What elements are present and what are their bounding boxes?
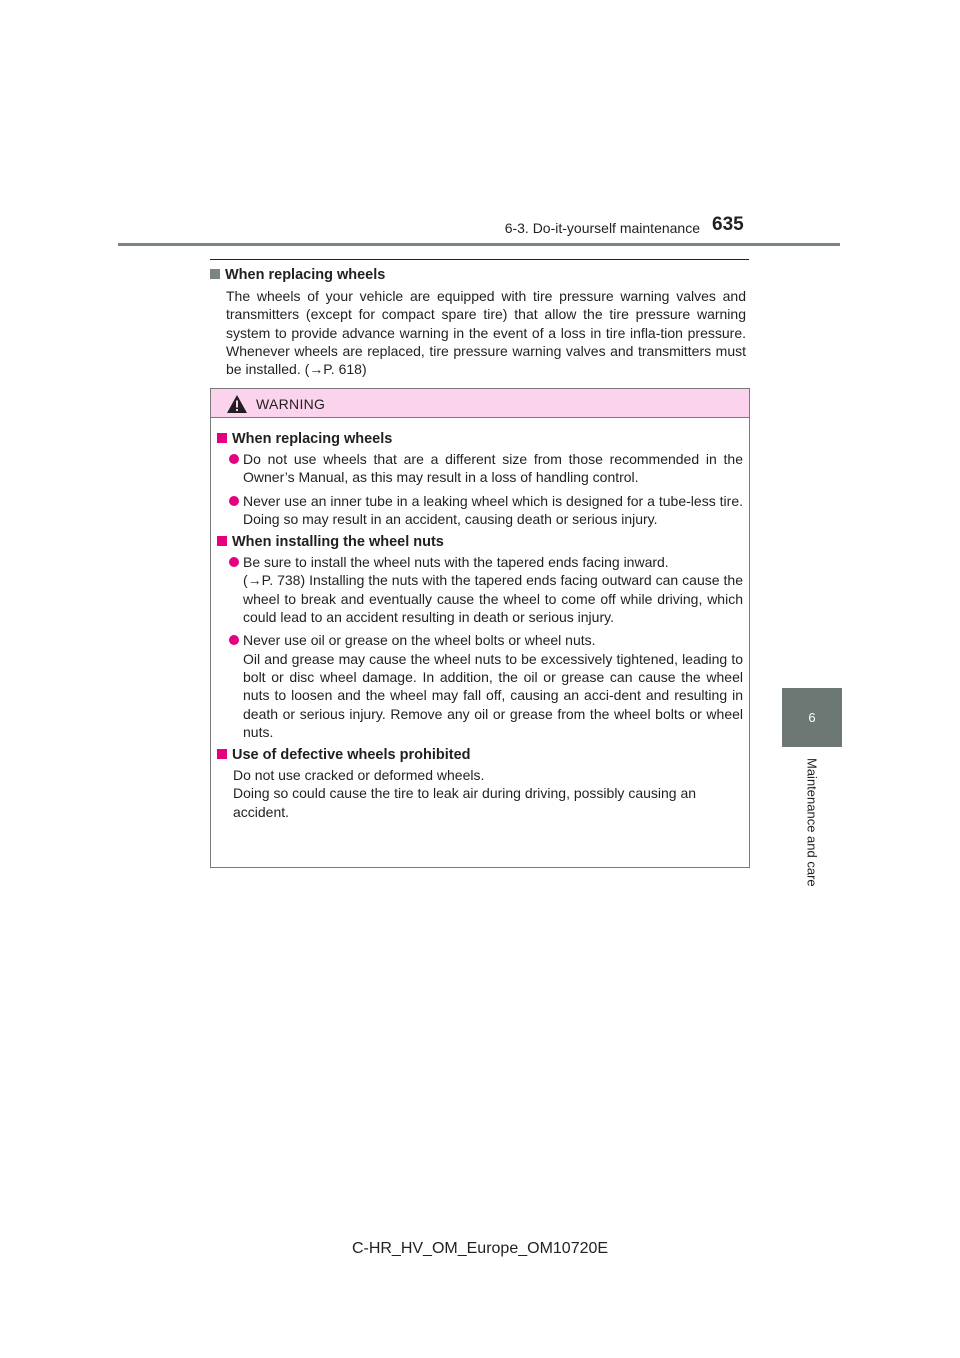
round-bullet-icon <box>229 635 239 645</box>
warning-subheading: When installing the wheel nuts <box>217 533 743 551</box>
chapter-title: Maintenance and care <box>804 758 820 887</box>
warning-header <box>211 389 749 418</box>
warning-paragraph: Do not use cracked or deformed wheels. Doing so could cause the tire to leak air during driving, possibly causing an accident. <box>233 767 697 820</box>
round-bullet-icon <box>229 454 239 464</box>
content-top-rule <box>210 259 749 260</box>
warning-list-item: Never use oil or grease on the wheel bolts or wheel nuts. Oil and grease may cause the wheel nuts to be excessively tightened, leading to bolt or disc wheel damage. In addition, the oil or grease can cause the wheel nuts to loosen and the wheel may fall off, causing an acci-dent and resulting in death or serious injury. Remove any oil or grease from the wheel bolts or wheel nuts. <box>217 631 743 741</box>
warning-triangle-icon <box>227 395 247 413</box>
intro-heading: When replacing wheels <box>210 266 746 284</box>
page-number: 635 <box>712 214 744 235</box>
square-bullet-icon <box>217 536 227 546</box>
warning-list-item: Be sure to install the wheel nuts with the tapered ends facing inward. (→P. 738) Installing the nuts with the tapered ends facing outward can cause the wheel to break and eventually cause the wheel to come off while driving, which could lead to an accident resulting in death or serious injury. <box>217 553 743 626</box>
warning-subheading: When replacing wheels <box>217 430 743 448</box>
warning-list-item: Never use an inner tube in a leaking wheel which is designed for a tube-less tire. Doing so may result in an accident, causing death or serious injury. <box>217 492 743 529</box>
square-bullet-icon <box>217 433 227 443</box>
warning-body <box>211 418 749 821</box>
round-bullet-icon <box>229 496 239 506</box>
round-bullet-icon <box>229 557 239 567</box>
intro-section <box>210 266 746 378</box>
running-header-section: 6-3. Do-it-yourself maintenance <box>504 220 700 236</box>
square-bullet-icon <box>217 749 227 759</box>
warning-box <box>210 388 750 868</box>
chapter-number: 6 <box>808 710 816 725</box>
warning-list-item: Do not use wheels that are a different size from those recommended in the Owner’s Manual, as this may result in a loss of handling control. <box>217 450 743 487</box>
header-rule <box>118 243 840 246</box>
document-code-footer: C-HR_HV_OM_Europe_OM10720E <box>351 1240 609 1257</box>
warning-subheading: Use of defective wheels prohibited <box>217 746 743 764</box>
warning-title: WARNING <box>256 396 326 412</box>
chapter-side-label <box>782 758 842 908</box>
chapter-tab <box>782 688 842 747</box>
intro-body: The wheels of your vehicle are equipped with tire pressure warning valves and transmitters (except for compact spare tire) that allow the tire pressure warning system to provide advance warning in the event of a loss in tire infla-tion pressure. Whenever wheels are replaced, tire pressure warning valves and transmitters must be installed. (→P. 618) <box>226 288 746 378</box>
square-bullet-icon <box>210 269 220 279</box>
